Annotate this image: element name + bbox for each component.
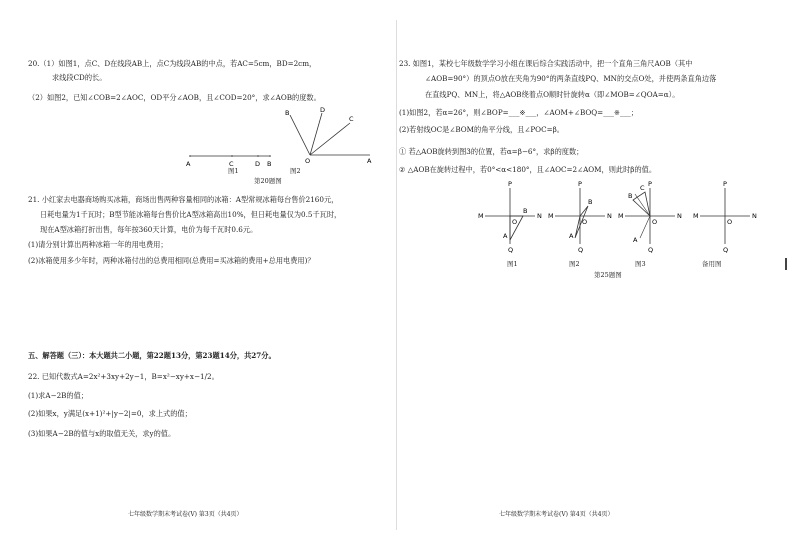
q22-line3: (2)如果x，y满足(x+1)²+|y−2|=0，求上式的值；	[28, 409, 192, 418]
svg-text:P: P	[723, 180, 727, 188]
right-footer: 七年级数学期末考试卷(V) 第4页（共4页）	[499, 511, 614, 518]
svg-text:N: N	[537, 212, 542, 220]
q23-line6: ① 若△AOB旋转到图3的位置，若α=β−6°，求β的度数；	[399, 147, 584, 156]
fig2-label-c: C	[349, 115, 354, 123]
left-footer: 七年级数学期末考试卷(V) 第3页（共4页）	[128, 511, 243, 518]
svg-text:O: O	[652, 218, 658, 226]
q20-figure-caption: 第20题图	[254, 177, 282, 185]
fig2-label-d: D	[320, 106, 326, 114]
q21-line5: (2)冰箱使用多少年时，两种冰箱付出的总费用相同(总费用=买冰箱的费用+总用电费用)？	[28, 256, 315, 265]
q23-line2: ∠AOB=90°）的顶点O放在夹角为90°的两条直线PQ、MN的交点O处，并使两条直角边落	[425, 74, 717, 83]
svg-text:B: B	[628, 192, 633, 200]
q20-line1: 20.（1）如图1，点C、D在线段AB上，点C为线段AB的中点，若AC=5cm，BD=2cm，	[28, 59, 317, 68]
fig1-label-c: C	[229, 160, 234, 168]
svg-text:C: C	[640, 184, 645, 192]
q23-fig2-caption: 图2	[569, 260, 580, 268]
q22-line4: (3)如果A−2B的值与x的取值无关，求y的值。	[28, 429, 176, 438]
svg-text:A: A	[633, 236, 638, 244]
q22-line1: 22. 已知代数式A=2x²+3xy+2y−1，B=x²−xy+x−1/2。	[28, 372, 219, 381]
right-page	[397, 0, 794, 550]
q23-spare-figure	[693, 180, 757, 254]
svg-text:Q: Q	[508, 246, 514, 254]
q21-line1: 21. 小红家去电器商场购买冰箱，商场出售两种容量相同的冰箱：A型常规冰箱每台售价2160元，	[28, 195, 339, 204]
q23-figures	[475, 180, 775, 265]
q21-line3: 现在A型冰箱打折出售，每年按360天计算，电价为每千瓦时0.6元。	[40, 225, 258, 234]
fig1-label-a: A	[186, 160, 191, 168]
svg-text:O: O	[727, 218, 733, 226]
section-heading: 五、解答题（三）：本大题共二小题，第22题13分，第23题14分，共27分。	[28, 351, 276, 360]
svg-text:Q: Q	[648, 246, 654, 254]
q23-spare-caption: 备用图	[702, 260, 722, 268]
svg-text:N: N	[752, 212, 757, 220]
q23-line7: ② △AOB在旋转过程中，若0°<α<180°，且∠AOC=2∠AOM，则此时β的值。	[399, 165, 657, 174]
q23-figure3	[618, 180, 682, 254]
svg-text:B: B	[523, 207, 528, 215]
svg-text:A: A	[503, 232, 508, 240]
q20-fig2-caption: 图2	[290, 167, 301, 175]
q23-figure-caption: 第25题图	[594, 271, 622, 279]
q23-fig3-caption: 图3	[635, 260, 646, 268]
fig2-label-a: A	[367, 157, 372, 165]
svg-text:A: A	[569, 232, 574, 240]
q20-figure2	[275, 105, 375, 165]
svg-text:O: O	[582, 218, 588, 226]
q23-figure1	[478, 180, 542, 254]
q23-line3: 在直线PQ、MN上，将△AOB绕着点O顺时针旋转α（即∠MOB=∠QOA=α）。	[425, 90, 680, 99]
svg-text:O: O	[512, 218, 518, 226]
svg-text:M: M	[548, 212, 554, 220]
q20-line3: （2）如图2，已知∠COB=2∠AOC，OD平分∠AOB，且∠COD=20°，求∠AOB的度数。	[28, 93, 321, 102]
q23-line1: 23. 如图1，某校七年级数学学习小组在课后综合实践活动中，把一个直角三角尺AOB（其中	[399, 59, 693, 68]
svg-text:P: P	[508, 180, 512, 188]
q20-fig1-caption: 图1	[228, 167, 239, 175]
svg-text:M: M	[693, 212, 699, 220]
q23-fig1-caption: 图1	[507, 260, 518, 268]
svg-text:B: B	[588, 198, 593, 206]
q23-line5: (2)若射线OC是∠BOM的角平分线，且∠POC=β。	[399, 125, 564, 134]
svg-text:P: P	[648, 180, 652, 188]
fig1-label-d: D	[255, 160, 261, 168]
fig2-label-b: B	[285, 109, 290, 117]
q23-line4: (1)如图2，若α=26°，则∠BOP=___※___，∠AOM+∠BOQ=___※___；	[399, 108, 638, 117]
fig2-label-o: O	[305, 157, 311, 165]
svg-text:M: M	[618, 212, 624, 220]
svg-text:Q: Q	[723, 246, 729, 254]
svg-text:P: P	[578, 180, 582, 188]
q22-line2: (1)求A−2B的值；	[28, 391, 88, 400]
svg-text:N: N	[677, 212, 682, 220]
page-edge-mark	[784, 258, 788, 270]
q20-line2: 求线段CD的长。	[52, 73, 107, 82]
q23-figure2	[548, 180, 612, 254]
q21-line2: 日耗电量为1千瓦时；B型节能冰箱每台售价比A型冰箱高出10%，但日耗电量仅为0.5千瓦时，	[40, 210, 342, 219]
svg-text:M: M	[478, 212, 484, 220]
q21-line4: (1)请分别计算出两种冰箱一年的用电费用；	[28, 240, 168, 249]
svg-text:N: N	[607, 212, 612, 220]
svg-text:Q: Q	[578, 246, 584, 254]
fig1-label-b: B	[267, 160, 272, 168]
